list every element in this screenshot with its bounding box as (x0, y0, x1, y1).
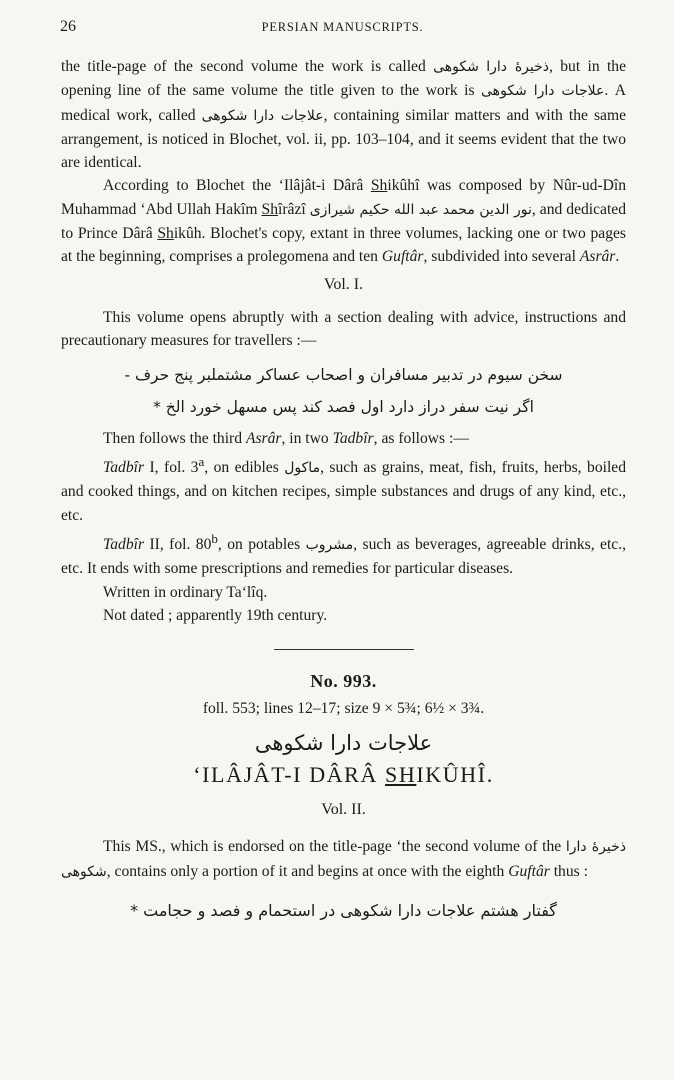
paragraph-title-page: the title-page of the second volume the work is called ذخیرۀ دارا شکوهی , but in the opening line of the same volume the title given to the work is علاجات دارا شکوهی. A medical work, called علاجات دارا شکوهی , containing similar matters and with the same arrangement, is noticed in Blochet, vol. ii, pp. 103–104, and it seems evident that the two are identical. (61, 58, 627, 172)
persian-term: ذخیرۀ دارا (486, 59, 550, 75)
paragraph-third-asrar: Then follows the third Asrâr, in two Tadbîr, as follows :— (103, 429, 469, 447)
page-body (61, 55, 626, 926)
paragraph-written-in: Written in ordinary Ta‘lîq. (103, 583, 268, 601)
page-number: 26 (60, 18, 76, 35)
volume-heading: Vol. II. (321, 800, 366, 818)
volume-heading: Vol. I. (323, 275, 364, 293)
transliterated-title: ‘ILÂJÂT-I DÂRÂ SHIKÛHÎ. (193, 761, 494, 787)
paragraph-not-dated: Not dated ; apparently 19th century. (103, 607, 328, 625)
persian-term: ماکول (284, 460, 321, 477)
section-divider (274, 649, 414, 650)
paragraph-tadbir-two: Tadbîr II, fol. 80$^b$, on potables مشروب, such as beverages, agreeable drinks, etc., etc. It ends with some prescriptions and remedies for particular diseases. (61, 530, 626, 578)
persian-term: علاجات دارا شکوهی (481, 83, 605, 100)
persian-term: نور الدین محمد (442, 201, 532, 218)
persian-quotation (61, 359, 626, 423)
paragraph-ms-endorsed: This MS., which is endorsed on the title-page ‘the second volume of the ذخیرۀ دارا شکوهی, contains only a portion of it and begins at once with the eighth Guftâr thus : (61, 838, 626, 880)
persian-term: علاجات دارا (253, 107, 324, 124)
running-head: PERSIAN MANUSCRIPTS. (261, 20, 424, 34)
entry-description: foll. 553; lines 12–17; size 9 × 5¾; 6½ × 3¾. (202, 699, 485, 717)
persian-term: عبد الله حکیم شیرازی (309, 201, 439, 218)
persian-term: ذخیرۀ دارا شکوهی (61, 839, 626, 880)
persian-quote-line: سخن سیوم در تدبیر مسافران و اصحاب عساکر مشتملبر پنج حرف - (124, 365, 563, 384)
paragraph-blochet: According to Blochet the ‘Ilâjât-i Dârâ Shikûhî was composed by Nûr-ud-Dîn Muhammad ‘Abd Ullah Hakîm Shîrâzî نور الدین محمد عبد الله حکیم شیرازی , and dedicated to Prince Dârâ Shikûh. Blochet's copy, extant in three volumes, lacking one or two pages at the beginning, comprises a prolegomena and ten Guftâr, subdivided into several Asrâr. (61, 177, 627, 266)
persian-quotation: گفتار هشتم علاجات دارا شکوهی در استحمام و فصد و حجامت * (130, 900, 557, 920)
paragraph-volume-opens: This volume opens abruptly with a section dealing with advice, instructions and precautionary measures for travellers :— (61, 308, 626, 350)
paragraph-tadbir-one: Tadbîr I, fol. 3$^a$, on edibles ماکول, such as grains, meat, fish, fruits, herbs, boiled and cooked things, and on kitchen recipes, simple substances and drugs of any kind, etc., etc. (61, 453, 626, 524)
persian-term: شکوهی (433, 59, 479, 75)
persian-quote-line: اگر نیت سفر دراز دارد اول فصد کند پس مسهل خورد الخ * (153, 397, 534, 416)
page-header (60, 14, 625, 40)
persian-term: مشروب (305, 537, 354, 554)
persian-title: علاجات دارا شکوهی (254, 730, 433, 755)
persian-term: شکوهی (201, 107, 248, 124)
entry-number: No. 993. (310, 671, 377, 692)
